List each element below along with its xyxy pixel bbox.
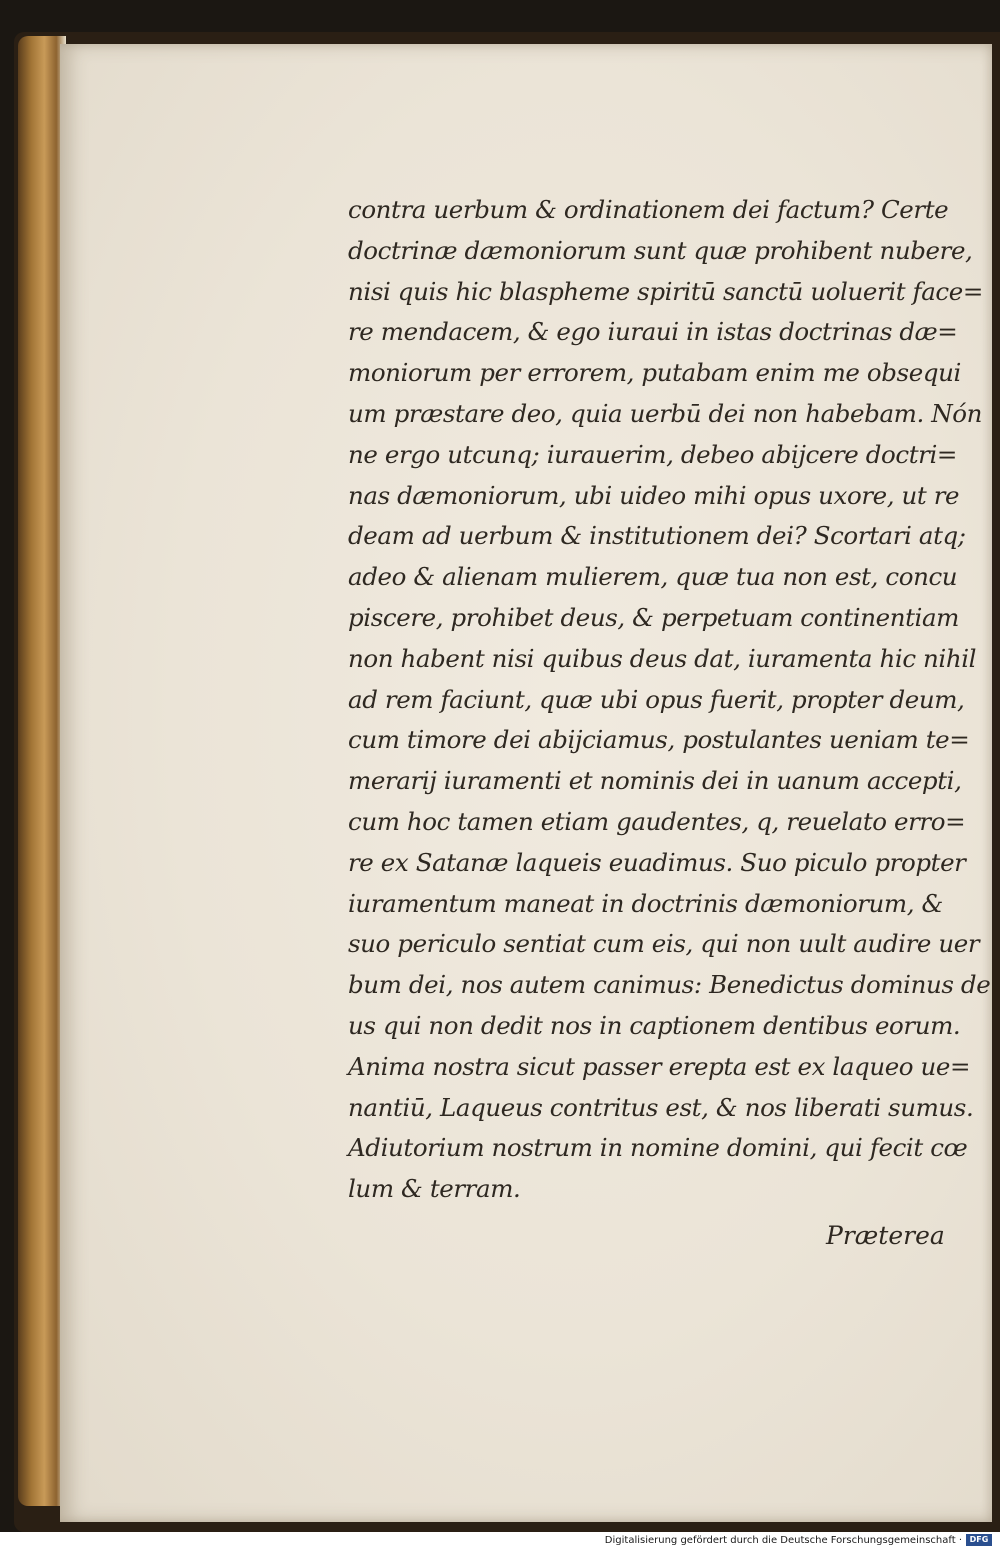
text-line: us qui non dedit nos in captionem dentibus eorum. (348, 1010, 961, 1040)
text-line: merarij iuramenti et nominis dei in uanum accepti, (348, 766, 962, 796)
text-line: contra uerbum & ordinationem dei factum? Certe (348, 195, 949, 224)
text-line: nisi quis hic blaspheme spiritū sanctū uoluerit face= (348, 276, 983, 306)
text-line: um præstare deo, quia uerbū dei non habebam. Nón (348, 398, 983, 428)
text-line: doctrinæ dæmoniorum sunt quæ prohibent nubere, (348, 235, 973, 265)
text-block (348, 190, 991, 1210)
footer-credit: Digitalisierung gefördert durch die Deutsche Forschungsgemeinschaft · (604, 1535, 962, 1546)
text-line: re ex Satanæ laqueis euadimus. Suo piculo propter (348, 847, 966, 877)
text-line: cum timore dei abijciamus, postulantes ueniam te= (348, 725, 970, 755)
text-line: ad rem faciunt, quæ ubi opus fuerit, propter deum, (348, 684, 965, 714)
text-line: non habent nisi quibus deus dat, iuramenta hic nihil (348, 643, 977, 673)
dfg-logo: DFG (966, 1534, 992, 1546)
text-line: re mendacem, & ego iuraui in istas doctrinas dæ= (348, 317, 958, 347)
text-line: Anima nostra sicut passer erepta est ex laqueo ue= (348, 1051, 971, 1081)
text-line: Adiutorium nostrum in nomine domini, qui fecit cœ (348, 1133, 968, 1163)
text-line: piscere, prohibet deus, & perpetuam continentiam (348, 602, 960, 632)
text-line: bum dei, nos autem canimus: Benedictus dominus de (348, 970, 991, 1000)
text-line: nantiū, Laqueus contritus est, & nos liberati sumus. (348, 1092, 974, 1122)
text-line: iuramentum maneat in doctrinis dæmoniorum, & (348, 888, 943, 918)
text-line: cum hoc tamen etiam gaudentes, q, reuelato erro= (348, 806, 966, 836)
text-line: adeo & alienam mulierem, quæ tua non est, concu (348, 562, 958, 592)
text-line: moniorum per errorem, putabam enim me obsequi (348, 358, 961, 388)
catchword: Præterea (826, 1221, 945, 1250)
page-edges (18, 36, 66, 1506)
text-line: lum & terram. (348, 1174, 521, 1204)
text-line: ne ergo utcunq; iurauerim, debeo abijcere doctri= (348, 439, 958, 469)
text-line: deam ad uerbum & institutionem dei? Scortari atq; (348, 521, 966, 551)
text-line: nas dæmoniorum, ubi uideo mihi opus uxore, ut re (348, 480, 960, 510)
text-line: suo periculo sentiat cum eis, qui non uult audire uer (348, 929, 980, 959)
